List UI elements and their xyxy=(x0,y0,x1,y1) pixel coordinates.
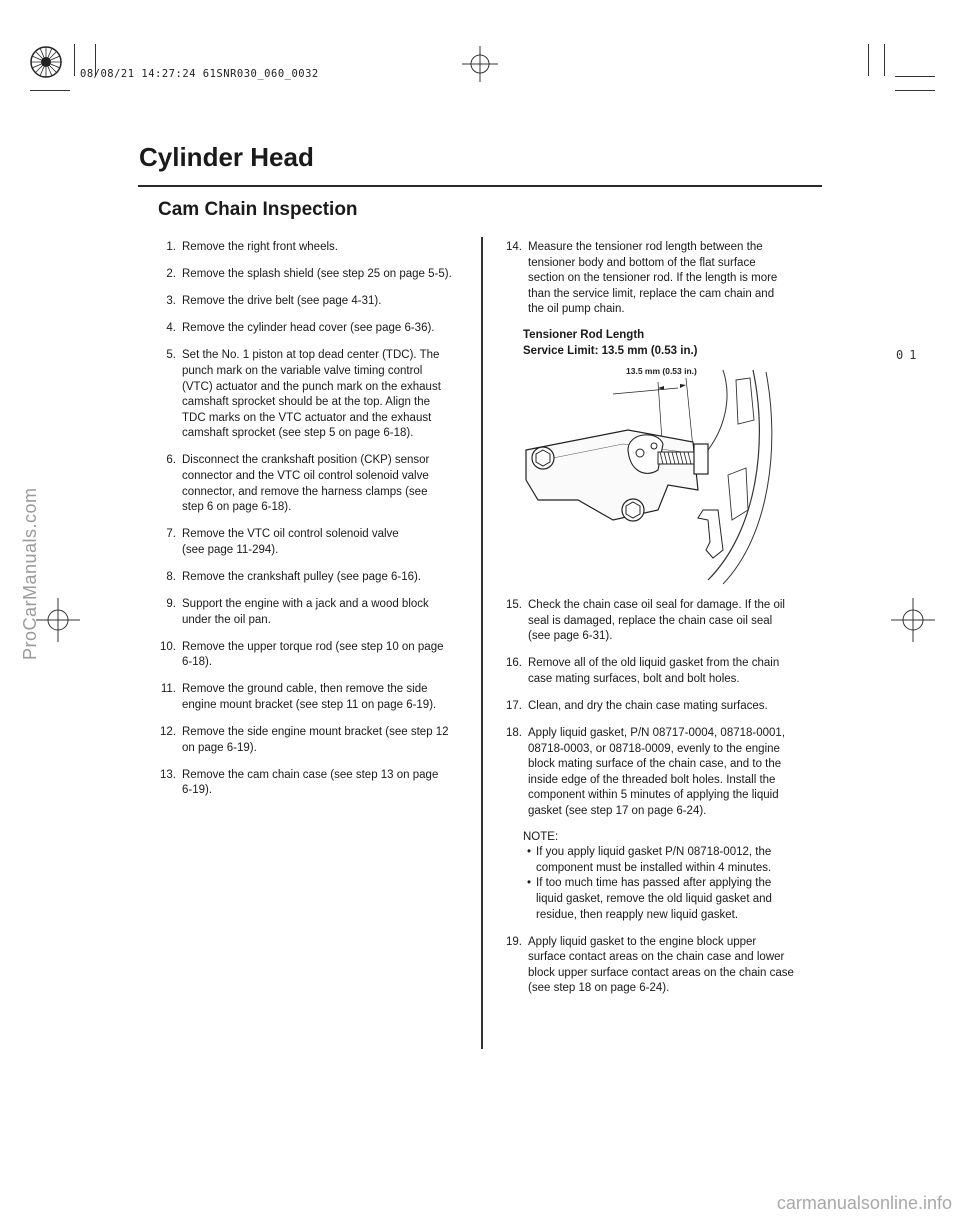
step-item: 2. Remove the splash shield (see step 25 on page 5-5). xyxy=(166,268,452,281)
step-item: 14. Measure the tensioner rod length between the tensioner body and bottom of the flat surface section on the tensioner rod. If the length is more than the service limit, replace the cam chain and the oil pump chain. xyxy=(506,241,778,316)
step-item: 15. Check the chain case oil seal for damage. If the oil seal is damaged, replace the chain case oil seal (see page 6-31). xyxy=(506,599,785,643)
footer-watermark: carmanualsonline.info xyxy=(776,1193,952,1213)
right-column-continued xyxy=(498,598,816,1009)
step-item: 17. Clean, and dry the chain case mating surfaces. xyxy=(506,699,768,712)
step-item: 1. Remove the right front wheels. xyxy=(166,241,338,253)
note-label: NOTE: xyxy=(523,830,559,843)
tensioner-figure xyxy=(518,360,788,585)
step-item: 12. Remove the side engine mount bracket (see step 12 on page 6-19). xyxy=(160,726,449,754)
note-block xyxy=(498,830,816,924)
step-item: 11. Remove the ground cable, then remove the side engine mount bracket (see step 11 on page 6-19). xyxy=(160,683,437,712)
step-item: 8. Remove the crankshaft pulley (see page 6-16). xyxy=(166,571,422,583)
crop-mark xyxy=(884,44,885,76)
section-title: Cam Chain Inspection xyxy=(158,199,358,220)
crop-mark xyxy=(30,90,70,91)
step-item: 7. Remove the VTC oil control solenoid valve (see page 11-294). xyxy=(166,528,399,556)
crosshair-icon xyxy=(891,598,935,647)
spec-block xyxy=(498,328,816,359)
print-stamp: 08/08/21 14:27:24 61SNR030_060_0032 xyxy=(80,68,319,80)
left-column xyxy=(152,240,472,811)
page-code: 01 xyxy=(896,348,923,362)
registration-target-icon xyxy=(28,44,64,85)
title-rule xyxy=(138,185,822,187)
crosshair-icon xyxy=(462,46,498,87)
crop-mark xyxy=(74,44,75,76)
column-divider xyxy=(481,237,483,1049)
crosshair-icon xyxy=(36,598,80,647)
crop-mark xyxy=(895,90,935,91)
dimension-label: 13.5 mm (0.53 in.) xyxy=(626,366,697,376)
step-item: 19. Apply liquid gasket to the engine block upper surface contact areas on the chain case and lower block upper surface contact areas on the chain case (see step 18 on page 6-24). xyxy=(506,935,794,995)
step-item: 16. Remove all of the old liquid gasket from the chain case mating surfaces, bolt and bolt holes. xyxy=(506,657,780,685)
step-item: 3. Remove the drive belt (see page 4-31). xyxy=(166,295,382,308)
bolt-icon xyxy=(622,499,644,521)
step-item: 13. Remove the cam chain case (see step 13 on page 6-19). xyxy=(160,768,439,797)
note-bullet: • If too much time has passed after applying the liquid gasket, remove the old liquid gasket and residue, then reapply new liquid gasket. xyxy=(523,876,816,923)
step-item: 10. Remove the upper torque rod (see step 10 on page 6-18). xyxy=(160,640,444,669)
step-item: 4. Remove the cylinder head cover (see page 6-36). xyxy=(166,322,435,335)
step-item: 5. Set the No. 1 piston at top dead center (TDC). The punch mark on the variable valve timing control (VTC) actuator and the punch mark on the exhaust camshaft sprocket should be at the top. Align the TDC marks on the VTC actuator and the exhaust camshaft sprocket (see step 5 on page 6-18). xyxy=(166,349,441,440)
right-column xyxy=(498,240,816,365)
bolt-icon xyxy=(532,447,554,469)
side-watermark: ProCarManuals.com xyxy=(20,487,40,660)
page-title: Cylinder Head xyxy=(139,142,314,172)
spec-limit: Service Limit: 13.5 mm (0.53 in.) xyxy=(523,344,698,357)
note-bullet: • If you apply liquid gasket P/N 08718-0012, the component must be installed within 4 minutes. xyxy=(523,845,816,876)
step-item: 9. Support the engine with a jack and a wood block under the oil pan. xyxy=(166,598,429,626)
spec-heading: Tensioner Rod Length xyxy=(523,328,645,341)
step-item: 6. Disconnect the crankshaft position (CKP) sensor connector and the VTC oil control solenoid valve connector, and remove the harness clamps (see step 6 on page 6-18). xyxy=(166,454,430,514)
crop-mark xyxy=(895,76,935,77)
crop-mark xyxy=(868,44,869,76)
step-item: 18. Apply liquid gasket, P/N 08717-0004, 08718-0001, 08718-0003, or 08718-0009, evenly to the engine block mating surface of the chain case, and to the inside edge of the threaded bolt holes. Install the component within 5 minutes of applying the liquid gasket (see step 17 on page 6-24). xyxy=(506,727,786,818)
